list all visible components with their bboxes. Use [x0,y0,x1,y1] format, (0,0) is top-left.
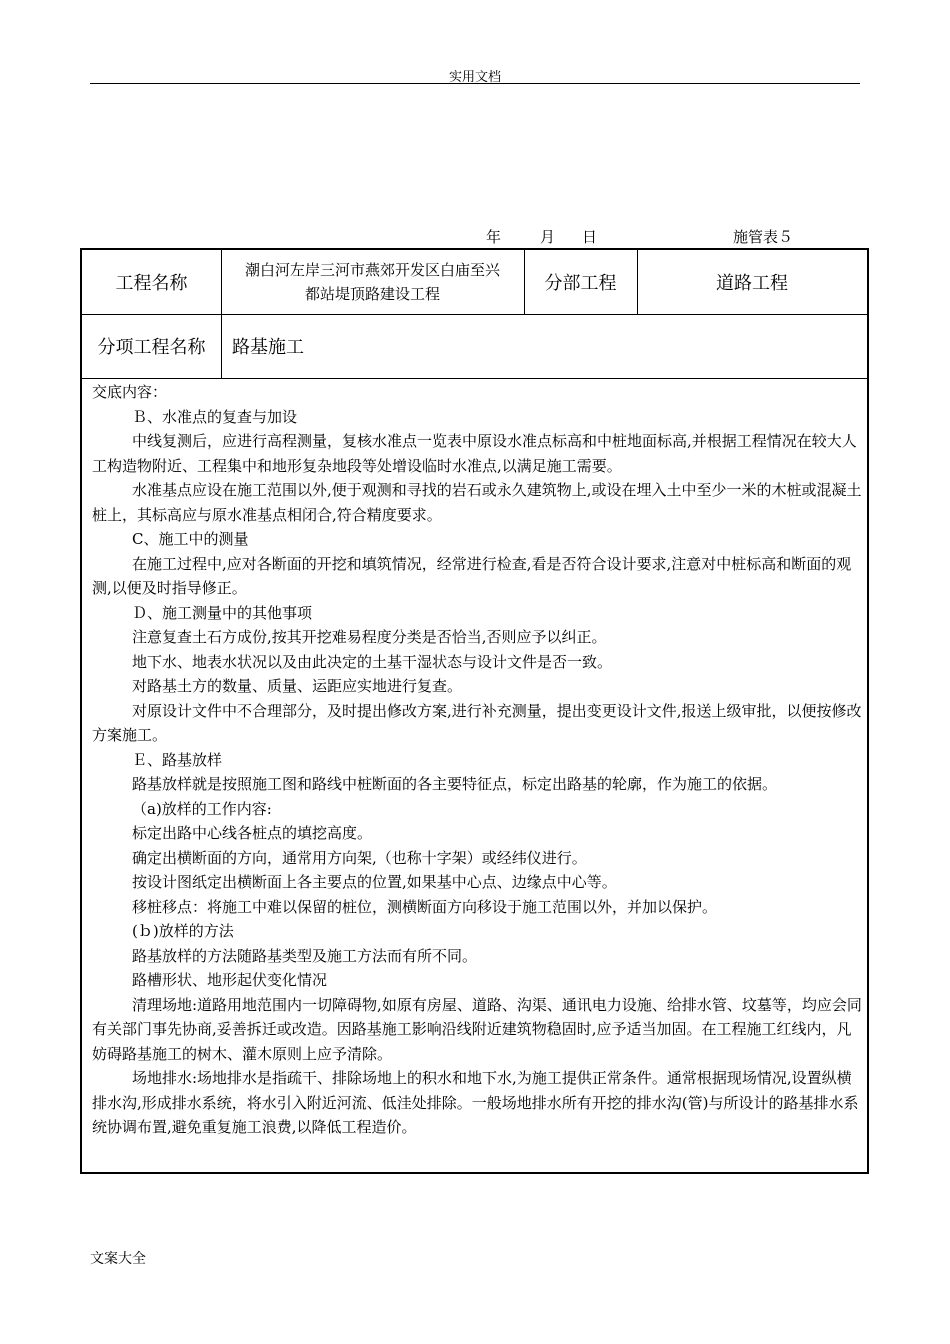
content-subheading-a: （a)放样的工作内容: [132,799,272,818]
date-day: 日 [582,228,598,246]
section-label: 分部工程 [544,273,617,294]
content-heading-e: Ｅ、路基放样 [132,750,223,769]
content-paragraph: 对路基土方的数量、质量、运距应实地进行复查。 [132,677,463,695]
content-paragraph: 路基放样的方法随路基类型及施工方法而有所不同。 [132,946,478,965]
section-value: 道路工程 [716,273,788,294]
page-header: 实用文档 [448,70,501,85]
content-paragraph: 路基放样就是按照施工图和路线中桩断面的各主要特征点，标定出路基的轮廓，作为施工的依据。 [132,775,778,793]
content-paragraph: 清理场地:道路用地范围内一切障碍物,如原有房屋、道路、沟渠、通讯电力设施、给排水管、坟墓等，均应会同有关部门事先协商,妥善拆迁或改造。因路基施工影响沿线附近建筑物稳固时,应予适当加固。在工程施工红线内，凡妨碍路基施工的树木、灌木原则上应予清除。 [92,995,862,1063]
content-heading-d: Ｄ、施工测量中的其他事项 [132,603,313,622]
content-paragraph: 对原设计文件中不合理部分，及时提出修改方案,进行补充测量，提出变更设计文件,报送上级审批，以便按修改方案施工。 [92,701,862,744]
content-subheading-b: (ｂ)放样的方法 [132,922,234,940]
content-title: 交底内容： [92,383,168,401]
content-paragraph: 按设计图纸定出横断面上各主要点的位置,如果基中心点、边缘点中心等。 [132,873,617,891]
subitem-label: 分项工程名称 [97,337,206,358]
row-divider-2 [82,378,867,379]
project-name-line2: 都站堤顶路建设工程 [304,285,440,303]
content-paragraph: 注意复查土石方成份,按其开挖难易程度分类是否恰当,否则应予以纠正。 [132,628,607,646]
content-heading-c: C、施工中的测量 [132,530,249,548]
date-month: 月 [540,228,556,246]
content-paragraph: 水准基点应设在施工范围以外,便于观测和寻找的岩石或永久建筑物上,或设在埋入土中至少一米的木桩或混凝土桩上，其标高应与原水准基点相闭合,符合精度要求。 [92,481,862,524]
project-name-line1: 潮白河左岸三河市燕郊开发区白庙至兴 [244,261,500,279]
content-paragraph: 场地排水:场地排水是指疏干、排除场地上的积水和地下水,为施工提供正常条件。通常根据现场情况,设置纵横排水沟,形成排水系统，将水引入附近河流、低洼处排除。一般场地排水所有开挖的排水沟(管)与所设计的路基排水系统协调布置,避免重复施工浪费,以降低工程造价。 [92,1069,859,1136]
content-paragraph: 标定出路中心线各桩点的填挖高度。 [132,824,373,842]
header-rule [90,83,860,84]
content-paragraph: 确定出横断面的方向，通常用方向架,（也称十字架）或经纬仪进行。 [132,848,587,867]
content-paragraph: 在施工过程中,应对各断面的开挖和填筑情况，经常进行检查,看是否符合设计要求,注意对中桩标高和断面的观测,以便及时指导修正。 [92,554,852,597]
date-year: 年 [486,228,502,246]
project-name-value [221,250,524,314]
project-name-label: 工程名称 [115,273,188,294]
content-heading-b: Ｂ、水准点的复查与加设 [132,407,298,426]
content-paragraph: 地下水、地表水状况以及由此决定的土基干湿状态与设计文件是否一致。 [132,652,613,671]
subitem-value: 路基施工 [232,337,304,358]
disclosure-table [80,248,869,1174]
content-paragraph: 中线复测后，应进行高程测量，复核水准点一览表中原设水准点标高和中桩地面标高,并根据工程情况在较大人工构造物附近、工程集中和地形复杂地段等处增设临时水准点,以满足施工需要。 [92,432,857,475]
content-paragraph: 移桩移点：将施工中难以保留的桩位，测横断面方向移设于施工范围以外，并加以保护。 [132,897,718,916]
content-paragraph: 路槽形状、地形起伏变化情况 [132,971,328,989]
disclosure-content [92,380,864,1140]
page-footer: 文案大全 [90,1251,146,1267]
form-number: 施管表５ [733,228,794,246]
